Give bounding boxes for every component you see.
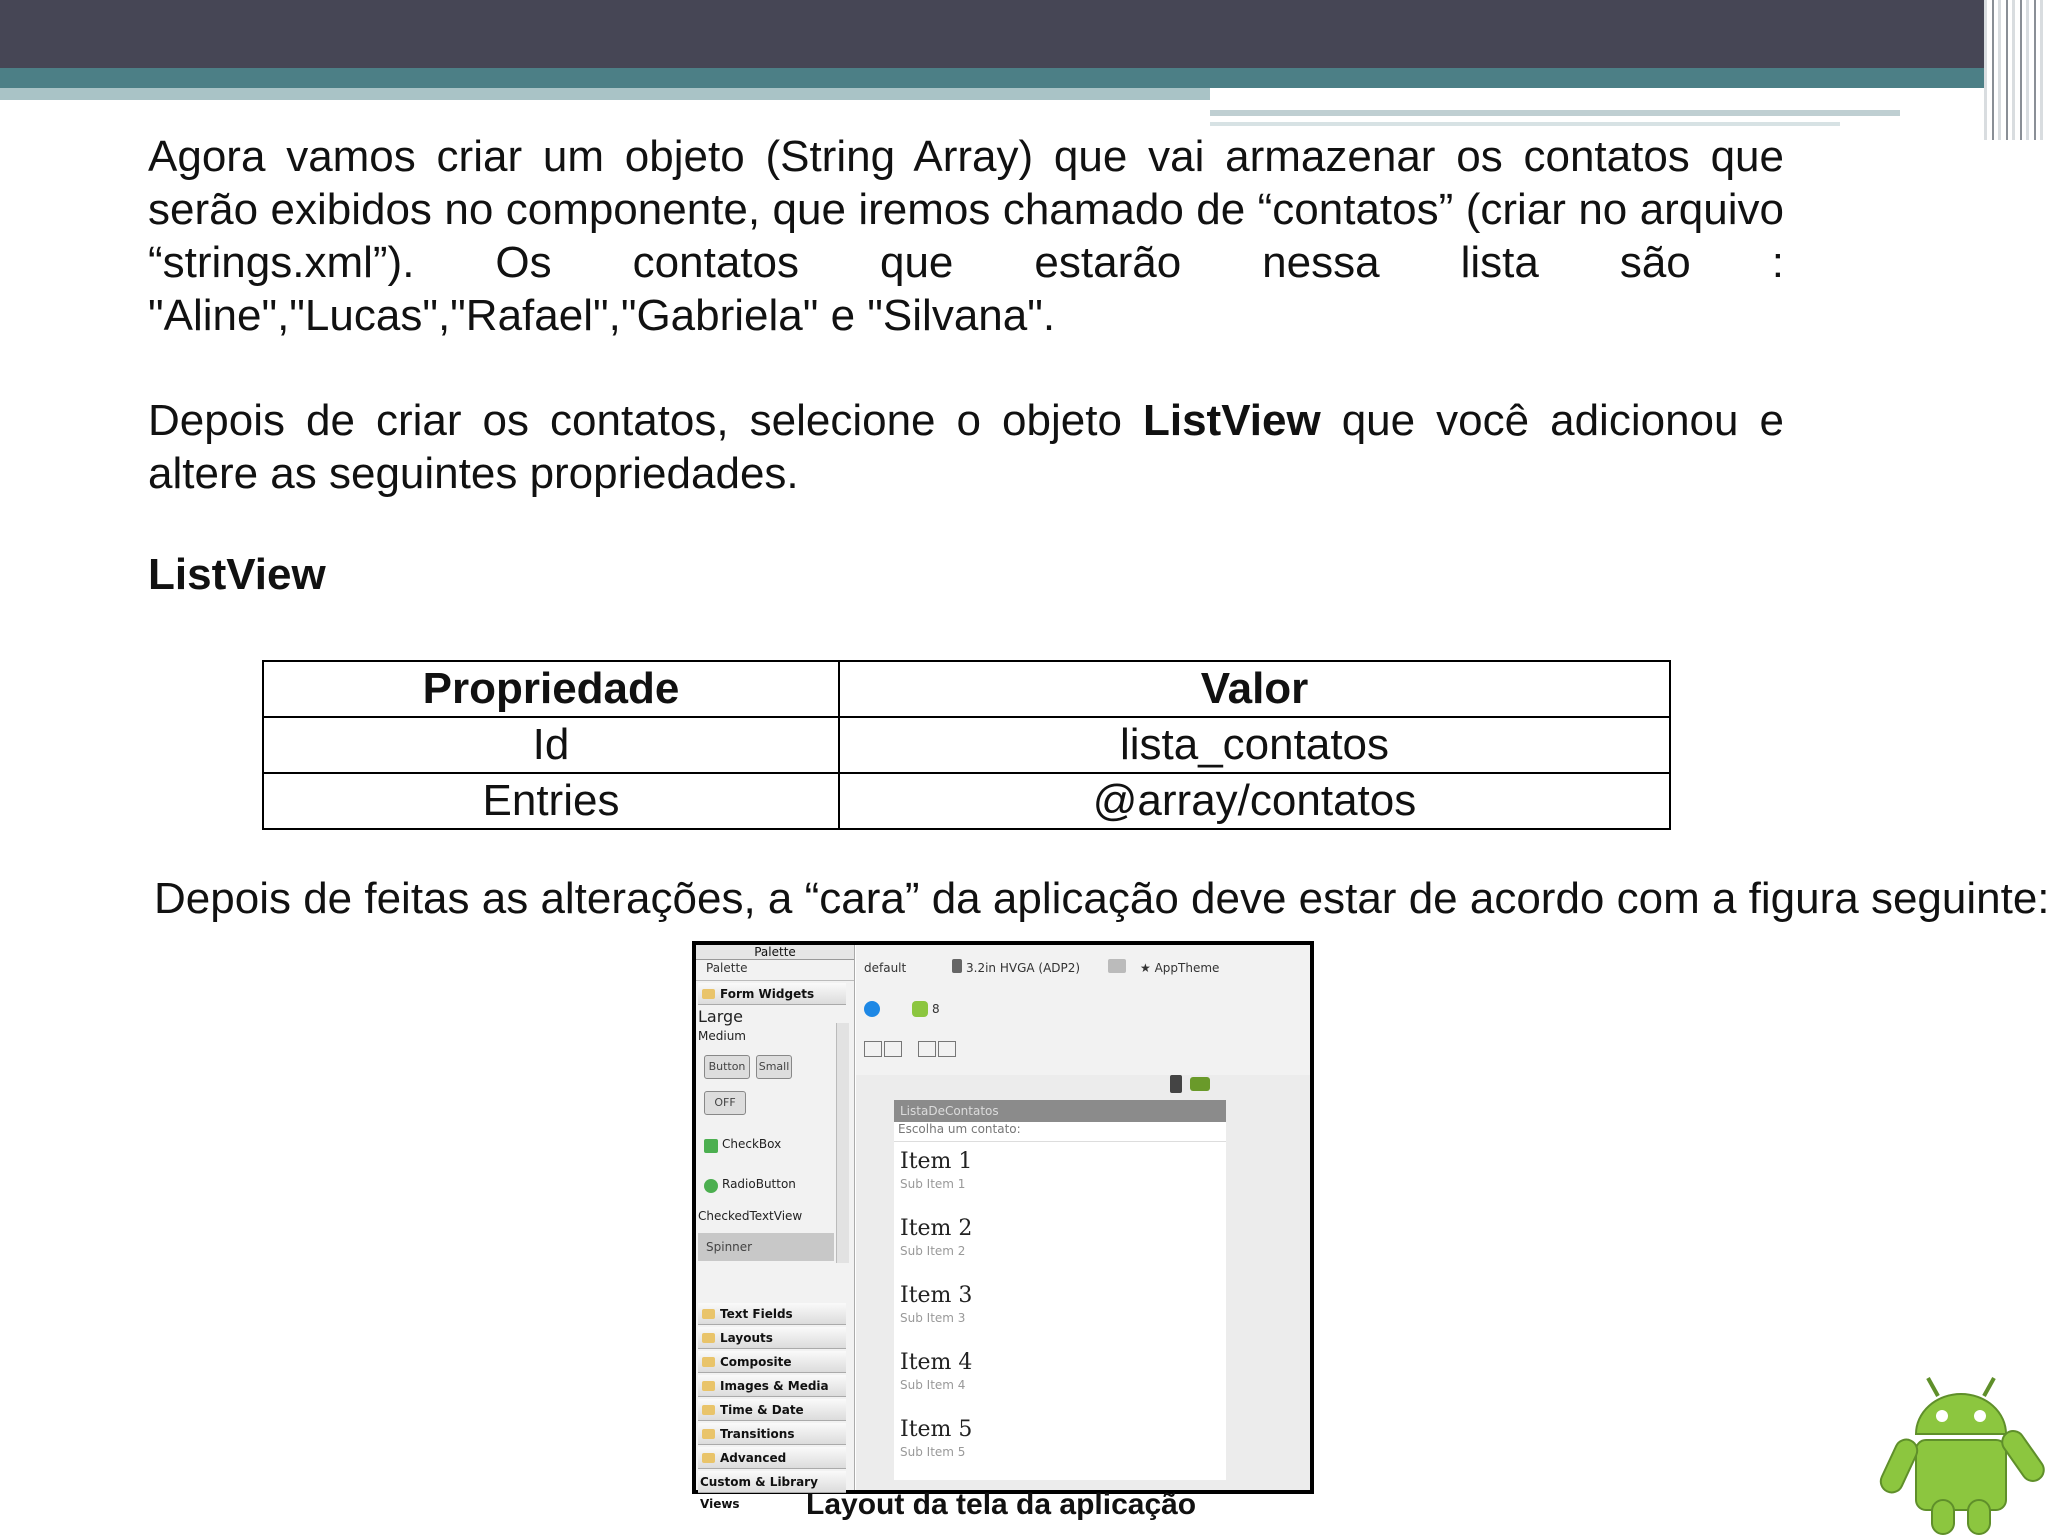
list-item-subtitle: Sub Item 1	[900, 1177, 966, 1191]
palette-large-text[interactable]: Large	[698, 1007, 744, 1026]
folder-label: Images & Media	[720, 1379, 829, 1393]
list-item-title[interactable]: Item 1	[900, 1149, 973, 1174]
palette-button[interactable]: Button	[704, 1055, 750, 1079]
folder-label: Transitions	[720, 1427, 795, 1441]
palette-dropdown[interactable]: Palette	[696, 961, 854, 981]
folder-icon	[702, 989, 715, 999]
folder-label: Form Widgets	[720, 987, 815, 1001]
list-item-title[interactable]: Item 5	[900, 1417, 973, 1442]
layout-icon[interactable]	[938, 1041, 956, 1057]
list-item-subtitle: Sub Item 3	[900, 1311, 966, 1325]
palette-small-button[interactable]: Small	[756, 1055, 792, 1079]
properties-table	[262, 660, 1671, 830]
folder-advanced[interactable]	[698, 1447, 846, 1469]
column-header: Valor	[839, 661, 1670, 717]
android-robot-icon	[1880, 1368, 2048, 1536]
battery-icon	[1190, 1077, 1210, 1091]
editor-toolbar	[856, 945, 1310, 1075]
folder-icon	[702, 1333, 715, 1343]
table-cell: @array/contatos	[839, 773, 1670, 829]
palette-panel	[696, 945, 855, 1511]
locale-globe-icon[interactable]	[864, 1001, 880, 1017]
paragraph-text: Depois de feitas as alterações, a “cara” da aplicação deve estar de acordo com a figura seguinte:	[154, 874, 2050, 923]
checkbox-icon	[704, 1139, 718, 1153]
folder-layouts[interactable]	[698, 1327, 846, 1349]
android-api-icon[interactable]	[912, 1001, 928, 1017]
orientation-icon[interactable]	[1108, 959, 1126, 973]
app-title-bar: ListaDeContatos	[894, 1100, 1226, 1122]
folder-time-date[interactable]	[698, 1399, 846, 1421]
header-line	[1210, 122, 1840, 126]
phone-icon	[1170, 1075, 1182, 1093]
table-row	[263, 773, 1670, 829]
table-cell: lista_contatos	[839, 717, 1670, 773]
api-level[interactable]: 8	[932, 1002, 940, 1016]
list-item-subtitle: Sub Item 2	[900, 1244, 966, 1258]
list-item-title[interactable]: Item 2	[900, 1216, 973, 1241]
header-accent-light	[0, 88, 1210, 100]
folder-label: Advanced	[720, 1451, 787, 1465]
list-item-title[interactable]: Item 3	[900, 1283, 973, 1308]
palette-toggle-button[interactable]: OFF	[704, 1091, 746, 1115]
palette-checkedtextview[interactable]: CheckedTextView	[698, 1209, 803, 1223]
paragraph-line	[154, 872, 2050, 925]
folder-label: Text Fields	[720, 1307, 793, 1321]
palette-scrollbar[interactable]	[836, 1023, 849, 1263]
paragraph-text: que você adicionou e altere as seguintes propriedades.	[148, 396, 1784, 498]
radio-icon	[704, 1179, 718, 1193]
list-item-subtitle: Sub Item 5	[900, 1445, 966, 1459]
palette-radiobutton[interactable]: RadioButton	[722, 1177, 796, 1191]
header-accent	[0, 68, 2048, 88]
device-dropdown[interactable]: 3.2in HVGA (ADP2)	[966, 961, 1081, 975]
folder-images-media[interactable]	[698, 1375, 846, 1397]
paragraph-text: Depois de criar os contatos, selecione o objeto	[148, 396, 1143, 445]
folder-composite[interactable]	[698, 1351, 846, 1373]
folder-icon	[702, 1453, 715, 1463]
folder-label: Composite	[720, 1355, 792, 1369]
prompt-text: Escolha um contato:	[894, 1122, 1226, 1142]
table-cell: Entries	[263, 773, 839, 829]
paragraph-figure-intro	[154, 872, 2050, 925]
column-header: Propriedade	[263, 661, 839, 717]
list-item-title[interactable]: Item 4	[900, 1350, 973, 1375]
layout-icon[interactable]	[918, 1041, 936, 1057]
layout-icon[interactable]	[864, 1041, 882, 1057]
table-header-row	[263, 661, 1670, 717]
theme-dropdown[interactable]	[1140, 961, 1219, 975]
folder-transitions[interactable]	[698, 1423, 846, 1445]
star-icon: ★	[1140, 961, 1155, 975]
table-cell: Id	[263, 717, 839, 773]
paragraph-instructions	[148, 394, 1784, 500]
folder-icon	[702, 1309, 715, 1319]
list-item-subtitle: Sub Item 4	[900, 1378, 966, 1392]
layout-icon[interactable]	[884, 1041, 902, 1057]
header-line	[1210, 110, 1900, 116]
folder-text-fields[interactable]	[698, 1303, 846, 1325]
listview-keyword: ListView	[1142, 396, 1321, 445]
palette-spinner[interactable]: Spinner	[698, 1233, 834, 1261]
palette-medium-text[interactable]: Medium	[698, 1029, 746, 1043]
folder-label: Time & Date	[720, 1403, 804, 1417]
folder-icon	[702, 1381, 715, 1391]
folder-form-widgets[interactable]	[698, 983, 846, 1005]
theme-label: AppTheme	[1154, 961, 1220, 975]
table-row	[263, 717, 1670, 773]
palette-title: Palette	[696, 945, 854, 960]
device-icon	[952, 959, 962, 973]
paragraph-intro: Agora vamos criar um objeto (String Array) que vai armazenar os contatos que serão exibidos no componente, que iremos chamado de “contatos” (criar no arquivo “strings.xml”). Os contatos que estarão nessa lista são : "Aline","Lucas","Rafael","Gabriela" e "Silvana".	[148, 132, 1784, 340]
folder-icon	[702, 1357, 715, 1367]
folder-icon	[702, 1429, 715, 1439]
folder-custom-views[interactable]: Custom & Library Views	[698, 1471, 846, 1493]
section-heading: ListView	[148, 550, 326, 599]
figure-caption: Layout da tela da aplicação	[806, 1488, 1197, 1521]
folder-icon	[702, 1405, 715, 1415]
palette-checkbox[interactable]: CheckBox	[722, 1137, 782, 1151]
folder-label: Layouts	[720, 1331, 773, 1345]
header-stripes	[1984, 0, 2048, 140]
header-bar	[0, 0, 2048, 68]
config-dropdown[interactable]: default	[864, 961, 907, 975]
